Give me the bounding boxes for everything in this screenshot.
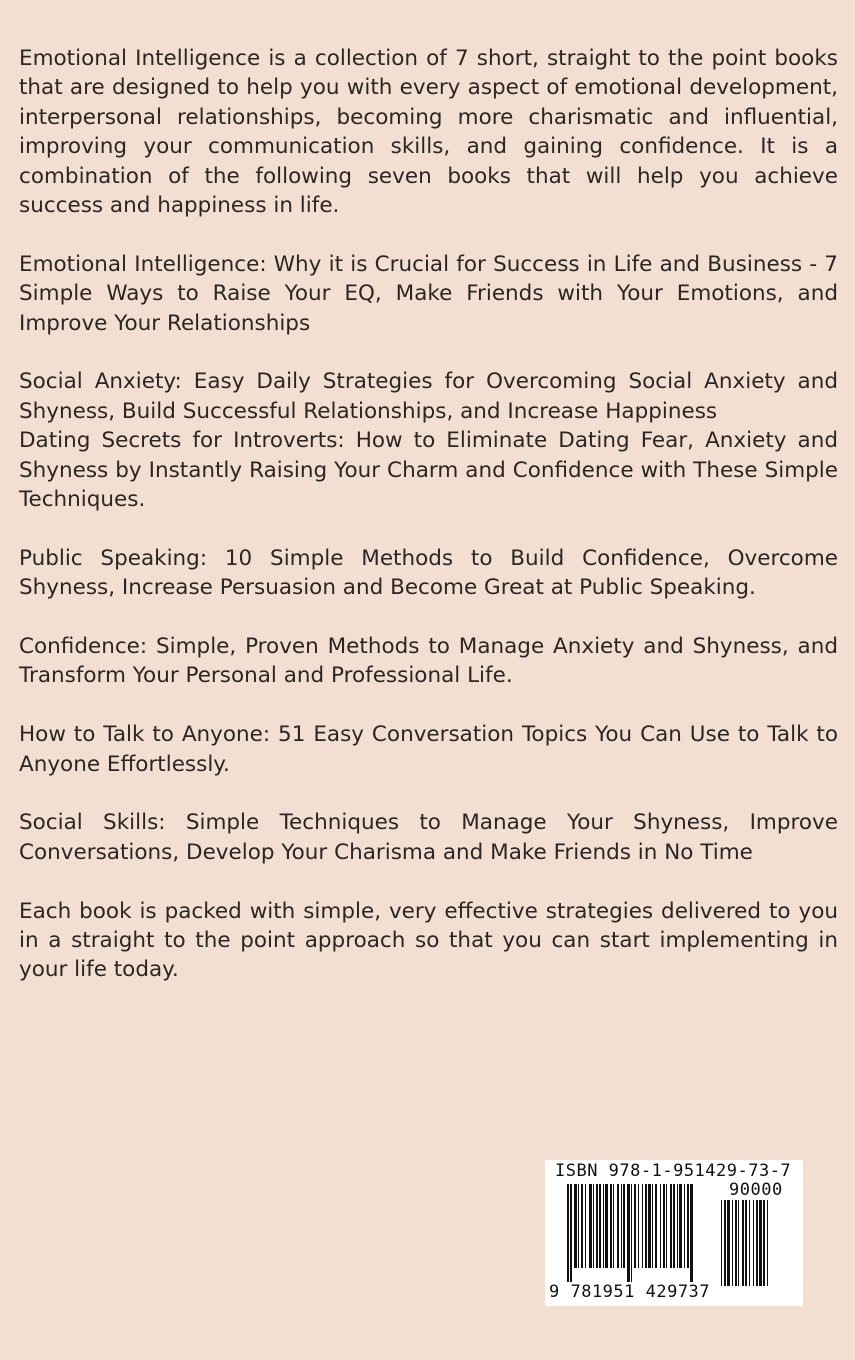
book-title-social-skills: Social Skills: Simple Techniques to Manage Your Shyness, Improve Conversations, Develop Your Charisma and Make Friends in No Time — [19, 810, 838, 865]
book-title-social-anxiety: Social Anxiety: Easy Daily Strategies for Overcoming Social Anxiety and Shyness, Build Successful Relationships, and Increase Happiness — [19, 369, 838, 424]
book-title-talk-to-anyone: How to Talk to Anyone: 51 Easy Conversation Topics You Can Use to Talk to Anyone Effortlessly. — [19, 722, 838, 777]
back-cover-blurb — [19, 44, 838, 985]
price-code: 90000 — [729, 1180, 783, 1200]
intro-paragraph: Emotional Intelligence is a collection of 7 short, straight to the point books that are designed to help you with every aspect of emotional development, interpersonal relationships, becoming more charismatic and influential, improving your communication skills, and gaining confidence. It is a combination of the following seven books that will help you achieve success and happiness in life. — [19, 46, 838, 219]
addon-barcode-bars — [721, 1200, 795, 1286]
isbn-label: ISBN 978-1-951429-73-7 — [555, 1161, 792, 1181]
isbn-barcode — [545, 1160, 803, 1306]
book-title-public-speaking: Public Speaking: 10 Simple Methods to Build Confidence, Overcome Shyness, Increase Persuasion and Become Great at Public Speaking. — [19, 545, 838, 601]
closing-paragraph: Each book is packed with simple, very effective strategies delivered to you in a straight to the point approach so that you can start implementing in your life today. — [19, 898, 838, 983]
book-title-emotional-intelligence: Emotional Intelligence: Why it is Crucial for Success in Life and Business - 7 Simple Ways to Raise Your EQ, Make Friends with Your Emotions, and Improve Your Relationships — [19, 251, 838, 336]
barcode-bars — [567, 1184, 717, 1284]
book-title-confidence: Confidence: Simple, Proven Methods to Manage Anxiety and Shyness, and Transform Your Personal and Professional Life. — [19, 634, 838, 689]
barcode-number: 9 781951 429737 — [549, 1282, 711, 1302]
book-title-dating-secrets: Dating Secrets for Introverts: How to Eliminate Dating Fear, Anxiety and Shyness by Instantly Raising Your Charm and Confidence with These Simple Techniques. — [19, 428, 838, 513]
